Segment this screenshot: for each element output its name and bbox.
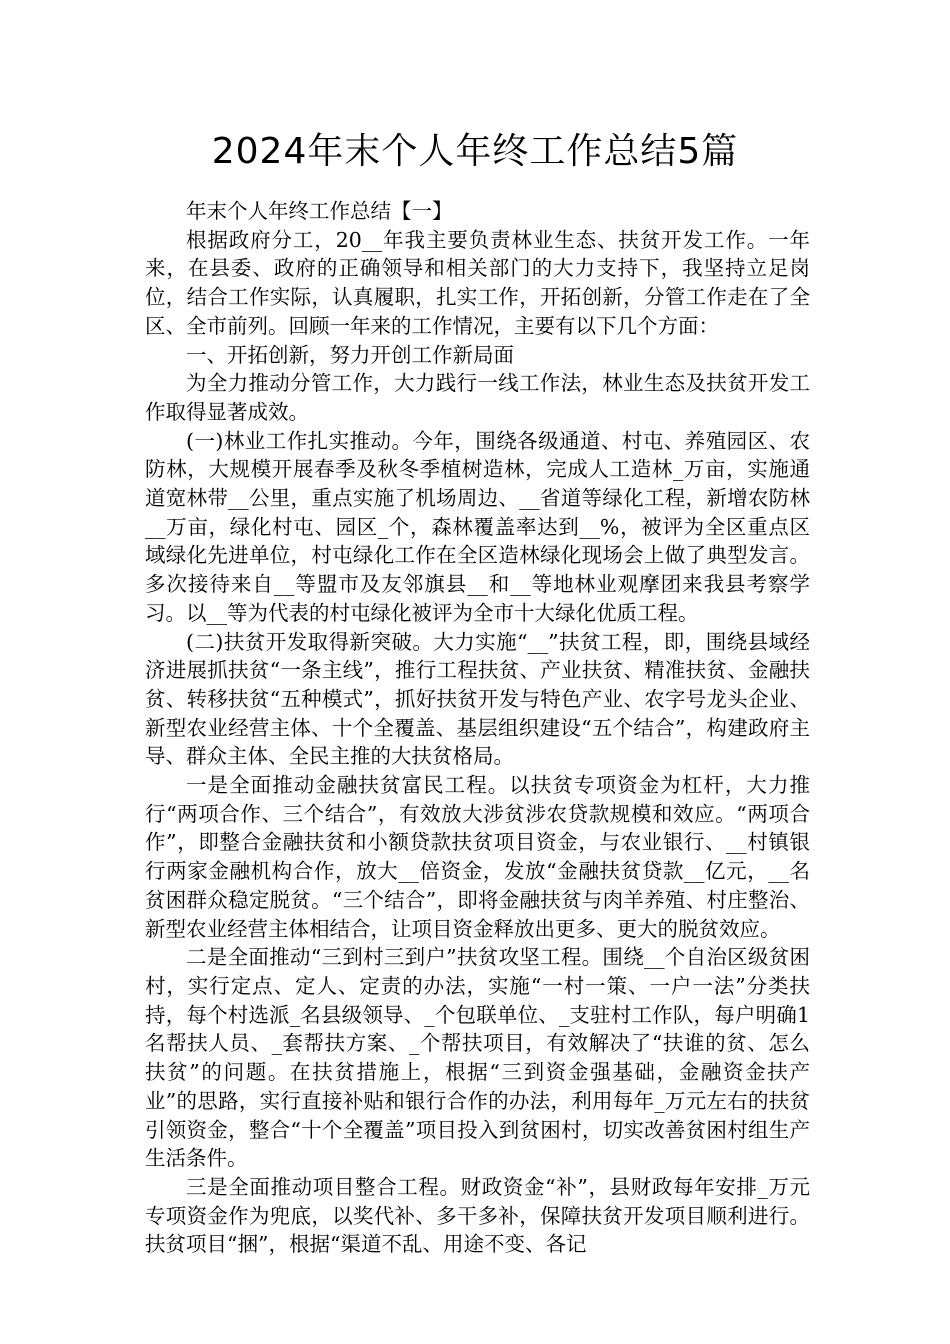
document-title: 2024年末个人年终工作总结5篇 (211, 131, 739, 172)
document-body (145, 197, 810, 1259)
paragraph: (二)扶贫开发取得新突破。大力实施“__”扶贫工程，即，围绕县域经济进展抓扶贫“一条主线”，推行工程扶贫、产业扶贫、精准扶贫、金融扶贫、转移扶贫“五种模式”，抓好扶贫开发与特色产业、农字号龙头企业、新型农业经营主体、十个全覆盖、基层组织建设“五个结合”，构建政府主导、群众主体、全民主推的大扶贫格局。 (145, 629, 810, 769)
subsection-heading: 一、开拓创新，努力开创工作新局面 (186, 342, 514, 367)
paragraph: 为全力推动分管工作，大力践行一线工作法，林业生态及扶贫开发工作取得显著成效。 (145, 371, 810, 424)
paragraph: 二是全面推动“三到村三到户”扶贫攻坚工程。围绕__个自治区级贫困村，实行定点、定人、定责的办法，实施“一村一策、一户一法”分类扶持，每个村选派_名县级领导、_个包联单位、_支驻村工作队，每户明确1名帮扶人员、_套帮扶方案、_个帮扶项目，有效解决了“扶谁的贫、怎么扶贫”的问题。在扶贫措施上，根据“三到资金强基础，金融资金扶产业”的思路，实行直接补贴和银行合作的办法，利用每年_万元左右的扶贫引领资金，整合“十个全覆盖”项目投入到贫困村，切实改善贫困村组生产生活条件。 (145, 945, 810, 1171)
paragraph: 三是全面推动项目整合工程。财政资金“补”，县财政每年安排_万元专项资金作为兜底，以奖代补、多干多补，保障扶贫开发项目顺利进行。扶贫项目“捆”，根据“渠道不乱、用途不变、各记 (145, 1174, 810, 1257)
paragraph: (一)林业工作扎实推动。今年，围绕各级通道、村屯、养殖园区、农防林，大规模开展春季及秋冬季植树造林，完成人工造林_万亩，实施通道宽林带__公里，重点实施了机场周边、__省道等绿化工程，新增农防林__万亩，绿化村屯、园区_个，森林覆盖率达到__%，被评为全区重点区域绿化先进单位，村屯绿化工作在全区造林绿化现场会上做了典型发言。多次接待来自__等盟市及友邻旗县__和__等地林业观摩团来我县考察学习。以__等为代表的村屯绿化被评为全市十大绿化优质工程。 (145, 428, 810, 625)
paragraph: 一是全面推动金融扶贫富民工程。以扶贫专项资金为杠杆，大力推行“两项合作、三个结合”，有效放大涉贫涉农贷款规模和效应。“两项合作”，即整合金融扶贫和小额贷款扶贫项目资金，与农业银行、__村镇银行两家金融机构合作，放大__倍资金，发放“金融扶贫贷款__亿元，__名贫困群众稳定脱贫。“三个结合”，即将金融扶贫与肉羊养殖、村庄整治、新型农业经营主体相结合，让项目资金释放出更多、更大的脱贫效应。 (145, 773, 810, 941)
section-heading: 年末个人年终工作总结【一】 (186, 199, 453, 223)
paragraph: 根据政府分工，20__年我主要负责林业生态、扶贫开发工作。一年来，在县委、政府的正确领导和相关部门的大力支持下，我坚持立足岗位，结合工作实际，认真履职，扎实工作，开拓创新，分管工作走在了全区、全市前列。回顾一年来的工作情况，主要有以下几个方面： (145, 227, 810, 338)
